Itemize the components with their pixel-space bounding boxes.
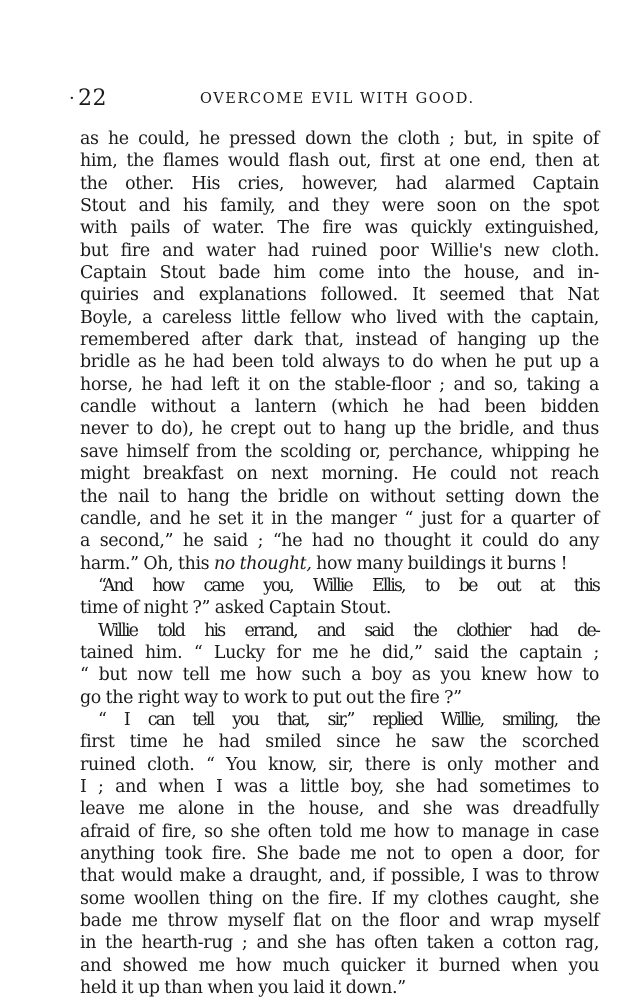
text-line: ruined cloth. “ You know, sir, there is only mother and	[80, 754, 599, 775]
text-line: horse, he had left it on the stable-floor ; and so, taking a	[80, 374, 599, 395]
text-line: him, the flames would flash out, first at one end, then at	[80, 151, 599, 172]
text-line: Captain Stout bade him come into the house, and in-	[80, 263, 599, 284]
text-line: first time he had smiled since he saw the scorched	[80, 732, 599, 753]
text-line: Willie told his errand, and said the clothier had de-	[98, 620, 599, 641]
text-line: with pails of water. The fire was quickly extinguished,	[80, 218, 599, 239]
text-line: remembered after dark that, instead of hanging up the	[80, 330, 599, 351]
text-line: the nail to hang the bridle on without setting down the	[80, 486, 599, 507]
text-line: bade me throw myself flat on the floor and wrap myself	[80, 911, 599, 932]
text-line	[80, 553, 599, 575]
text-line: tained him. “ Lucky for me he did,” said the captain ;	[80, 642, 599, 663]
text-line: time of night ?” asked Captain Stout.	[80, 598, 392, 619]
page-number: · 22	[78, 84, 107, 114]
text-line: and showed me how much quicker it burned when you	[80, 955, 599, 976]
text-line: never to do), he crept out to hang up the bridle, and thus	[80, 419, 599, 440]
text-line: save himself from the scolding or, perchance, whipping he	[80, 441, 599, 462]
text-line: Boyle, a careless little fellow who lived with the captain,	[80, 307, 599, 328]
text-line: “And how came you, Willie Ellis, to be out at this	[98, 575, 599, 596]
text-line: a second,” he said ; “he had no thought it could do any	[80, 531, 599, 552]
running-head	[78, 84, 598, 114]
text-line: Stout and his family, and they were soon on the spot	[80, 196, 599, 217]
italic-phrase: no thought,	[213, 553, 312, 574]
text-line: quiries and explanations followed. It seemed that Nat	[80, 285, 599, 306]
text-line: might breakfast on next morning. He could not reach	[80, 464, 599, 485]
text-line: held it up than when you laid it down.”	[80, 978, 406, 999]
text-line: “ I can tell you that, sir,” replied Willie, smiling, the	[98, 709, 599, 730]
text-line: some woollen thing on the fire. If my clothes caught, she	[80, 888, 599, 909]
text-line: in the hearth-rug ; and she has often taken a cotton rag,	[80, 933, 599, 954]
text-line: “ but now tell me how such a boy as you knew how to	[80, 665, 599, 686]
text-line: leave me alone in the house, and she was dreadfully	[80, 799, 599, 820]
text-line: go the right way to work to put out the fire ?”	[80, 687, 462, 708]
text-line: that would make a draught, and, if possible, I was to throw	[80, 866, 599, 887]
text-line: I ; and when I was a little boy, she had sometimes to	[80, 776, 599, 797]
body-text	[80, 128, 599, 999]
text-line: as he could, he pressed down the cloth ; but, in spite of	[80, 129, 599, 149]
text-run: how many buildings it burns !	[311, 553, 568, 574]
text-line: candle without a lantern (which he had been bidden	[80, 397, 599, 418]
text-line: anything took fire. She bade me not to open a door, for	[80, 844, 599, 864]
text-line: afraid of fire, so she often told me how to manage in case	[80, 821, 599, 842]
text-line: but fire and water had ruined poor Willie's new cloth.	[80, 240, 599, 261]
running-title: OVERCOME EVIL WITH GOOD.	[200, 91, 475, 107]
text-run: harm.” Oh, this	[80, 553, 214, 574]
text-line: bridle as he had been told always to do when he put up a	[80, 352, 599, 373]
text-line: the other. His cries, however, had alarmed Captain	[80, 173, 599, 194]
text-line: candle, and he set it in the manger “ just for a quarter of	[80, 508, 599, 529]
